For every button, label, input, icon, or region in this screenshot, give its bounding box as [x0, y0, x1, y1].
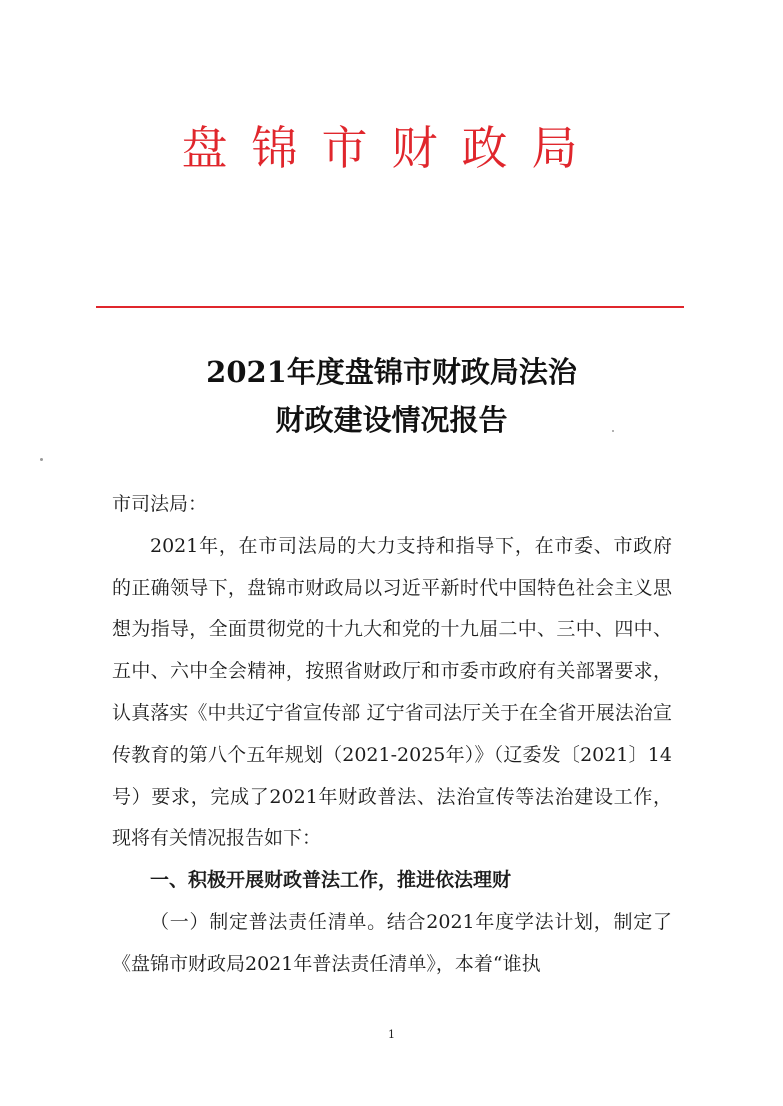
title-line-1: 2021年度盘锦市财政局法治	[206, 355, 577, 389]
masthead-title: 盘锦市财政局	[181, 121, 602, 175]
red-divider-line	[96, 306, 684, 308]
salutation: 市司法局：	[112, 493, 208, 515]
intro-paragraph: 2021年，在市司法局的大力支持和指导下，在市委、市政府的正确领导下，盘锦市财政局以习近平新时代中国特色社会主义思想为指导，全面贯彻党的十九大和党的十九届二中、三中、四中、五中、六中全会精神，按照省财政厅和市委市政府有关部署要求，认真落实《中共辽宁省宣传部 辽宁省司法厅关于在全省开展法治宣传教育的第八个五年规划（2021-2025年）》（辽委发〔2021〕14号）要求，完成了2021年财政普法、法治宣传等法治建设工作，现将有关情况报告如下：	[112, 534, 672, 850]
scan-speck	[40, 458, 43, 461]
subsection-paragraph: （一）制定普法责任清单。结合2021年度学法计划，制定了《盘锦市财政局2021年普法责任清单》，本着“谁执	[112, 910, 672, 975]
title-line-2: 财政建设情况报告	[275, 403, 508, 437]
scan-speck	[612, 430, 614, 432]
document-body	[112, 484, 672, 986]
section-heading: 一、积极开展财政普法工作，推进依法理财	[150, 869, 512, 892]
page-number: 1	[388, 1028, 395, 1041]
document-title	[0, 348, 783, 444]
